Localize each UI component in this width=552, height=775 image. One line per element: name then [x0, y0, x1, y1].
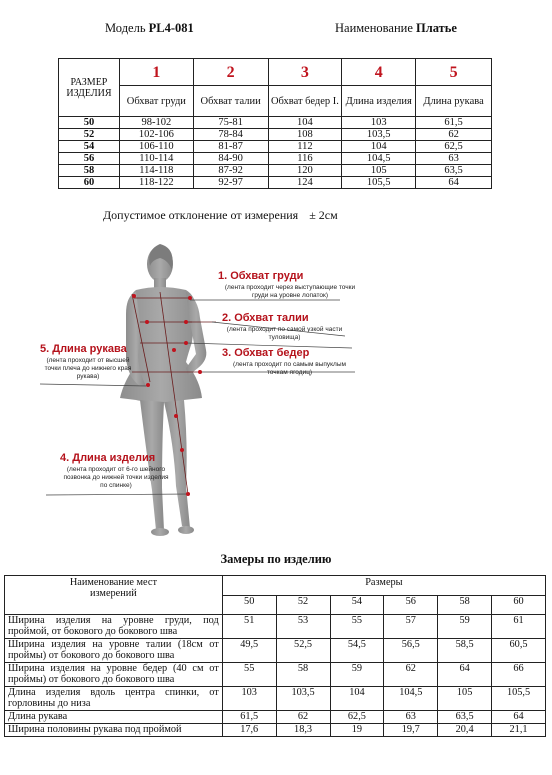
value-cell: 51 [222, 615, 276, 639]
measure-table [4, 575, 546, 737]
value-cell: 110-114 [119, 153, 193, 165]
value-cell: 105,5 [492, 687, 546, 711]
value-cell: 55 [330, 615, 384, 639]
measure-name: Длина рукава [5, 711, 223, 724]
size-cell: 56 [59, 153, 120, 165]
value-cell: 124 [268, 177, 342, 189]
value-cell: 103 [222, 687, 276, 711]
value-cell: 103,5 [342, 129, 416, 141]
size-table [58, 58, 492, 189]
value-cell: 21,1 [492, 724, 546, 737]
value-cell: 112 [268, 141, 342, 153]
value-cell: 63 [384, 711, 438, 724]
value-cell: 63 [416, 153, 492, 165]
annotation-sleeve [40, 343, 136, 381]
value-cell: 62,5 [330, 711, 384, 724]
value-cell: 106-110 [119, 141, 193, 153]
table-row [5, 639, 546, 663]
value-cell: 87-92 [193, 165, 268, 177]
value-cell: 17,6 [222, 724, 276, 737]
value-cell: 57 [384, 615, 438, 639]
model-label: Модель [105, 21, 146, 35]
col-number: 5 [416, 59, 492, 86]
value-cell: 61,5 [416, 117, 492, 129]
size-header: 56 [384, 596, 438, 615]
value-cell: 59 [330, 663, 384, 687]
measure-name: Длина изделия вдоль центра спинки, от горловины до низа [5, 687, 223, 711]
table-row [5, 663, 546, 687]
value-cell: 62 [384, 663, 438, 687]
measure-name: Ширина изделия на уровне талии (18см от проймы) от бокового до бокового шва [5, 639, 223, 663]
table-row [59, 165, 492, 177]
table-row [5, 724, 546, 737]
size-corner-label: РАЗМЕР ИЗДЕЛИЯ [59, 59, 120, 117]
value-cell: 18,3 [276, 724, 330, 737]
col-label: Длина изделия [342, 86, 416, 117]
col-label: Обхват талии [193, 86, 268, 117]
value-cell: 102-106 [119, 129, 193, 141]
value-cell: 63,5 [438, 711, 492, 724]
value-cell: 66 [492, 663, 546, 687]
value-cell: 54,5 [330, 639, 384, 663]
annotation-title: 5. Длина рукава [40, 343, 127, 355]
size-cell: 50 [59, 117, 120, 129]
col-label: Обхват груди [119, 86, 193, 117]
annotation-title: 1. Обхват груди [218, 270, 304, 282]
annotation-hips [222, 347, 357, 377]
value-cell: 62 [416, 129, 492, 141]
value-cell: 61 [492, 615, 546, 639]
size-cell: 60 [59, 177, 120, 189]
table-row [59, 153, 492, 165]
annotation-desc: (лента проходит от 6-го шейного позвонка до нижней точки изделия по спинке) [63, 466, 169, 489]
value-cell: 78-84 [193, 129, 268, 141]
value-cell: 104,5 [384, 687, 438, 711]
value-cell: 59 [438, 615, 492, 639]
value-cell: 105 [438, 687, 492, 711]
value-cell: 116 [268, 153, 342, 165]
model-value: PL4-081 [148, 21, 194, 35]
value-cell: 118-122 [119, 177, 193, 189]
value-cell: 20,4 [438, 724, 492, 737]
tolerance-line [103, 208, 338, 223]
tolerance-value: ± 2см [309, 208, 338, 222]
table-row [59, 129, 492, 141]
value-cell: 104 [268, 117, 342, 129]
col-number: 3 [268, 59, 342, 86]
annotation-desc: (лента проходит по самым выпуклым точкам ягодиц) [233, 361, 346, 376]
value-cell: 103,5 [276, 687, 330, 711]
size-header: 52 [276, 596, 330, 615]
value-cell: 92-97 [193, 177, 268, 189]
value-cell: 64 [438, 663, 492, 687]
table-row [59, 141, 492, 153]
value-cell: 49,5 [222, 639, 276, 663]
value-cell: 63,5 [416, 165, 492, 177]
tolerance-text: Допустимое отклонение от измерения [103, 208, 299, 222]
name-label: Наименование [335, 21, 413, 35]
col-label: Обхват бедер I. [268, 86, 342, 117]
value-cell: 19 [330, 724, 384, 737]
table-row [5, 687, 546, 711]
value-cell: 52,5 [276, 639, 330, 663]
measure-name: Ширина изделия на уровне груди, под проймой, от бокового до бокового шва [5, 615, 223, 639]
value-cell: 105,5 [342, 177, 416, 189]
value-cell: 98-102 [119, 117, 193, 129]
value-cell: 62,5 [416, 141, 492, 153]
measure-name: Ширина половины рукава под проймой [5, 724, 223, 737]
size-cell: 54 [59, 141, 120, 153]
sizes-header: Размеры [222, 576, 545, 596]
name-line [335, 21, 457, 36]
annotation-desc: (лента проходит через выступающие точки груди на уровне лопаток) [224, 284, 356, 299]
col-number: 2 [193, 59, 268, 86]
col-label: Длина рукава [416, 86, 492, 117]
annotation-title: 2. Обхват талии [222, 312, 309, 324]
table-row [59, 117, 492, 129]
value-cell: 58,5 [438, 639, 492, 663]
value-cell: 56,5 [384, 639, 438, 663]
annotation-length [60, 452, 172, 490]
value-cell: 104,5 [342, 153, 416, 165]
annotation-waist [222, 312, 347, 342]
size-cell: 58 [59, 165, 120, 177]
value-cell: 19,7 [384, 724, 438, 737]
col-number: 4 [342, 59, 416, 86]
size-header: 50 [222, 596, 276, 615]
annotation-desc: (лента проходит по самой узкой части туловища) [226, 326, 343, 341]
value-cell: 120 [268, 165, 342, 177]
value-cell: 105 [342, 165, 416, 177]
value-cell: 60,5 [492, 639, 546, 663]
value-cell: 104 [342, 141, 416, 153]
annotation-chest [218, 270, 358, 300]
size-cell: 52 [59, 129, 120, 141]
value-cell: 103 [342, 117, 416, 129]
size-header: 58 [438, 596, 492, 615]
value-cell: 114-118 [119, 165, 193, 177]
col-number: 1 [119, 59, 193, 86]
value-cell: 81-87 [193, 141, 268, 153]
value-cell: 108 [268, 129, 342, 141]
value-cell: 104 [330, 687, 384, 711]
model-line [105, 21, 194, 36]
annotation-desc: (лента проходит от высшей точки плеча до нижнего края рукава) [44, 357, 132, 380]
table-row [5, 711, 546, 724]
value-cell: 64 [416, 177, 492, 189]
value-cell: 55 [222, 663, 276, 687]
value-cell: 84-90 [193, 153, 268, 165]
value-cell: 58 [276, 663, 330, 687]
annotation-title: 4. Длина изделия [60, 452, 156, 464]
measure-table-title: Замеры по изделию [220, 552, 332, 566]
annotation-title: 3. Обхват бедер [222, 347, 310, 359]
measure-name: Ширина изделия на уровне бедер (40 см от проймы) от бокового до бокового шва [5, 663, 223, 687]
size-header: 60 [492, 596, 546, 615]
value-cell: 64 [492, 711, 546, 724]
value-cell: 62 [276, 711, 330, 724]
value-cell: 53 [276, 615, 330, 639]
name-value: Платье [416, 21, 457, 35]
table-row [5, 615, 546, 639]
name-header: Наименование мест измерений [5, 576, 223, 615]
table-row [59, 177, 492, 189]
value-cell: 75-81 [193, 117, 268, 129]
size-header: 54 [330, 596, 384, 615]
value-cell: 61,5 [222, 711, 276, 724]
